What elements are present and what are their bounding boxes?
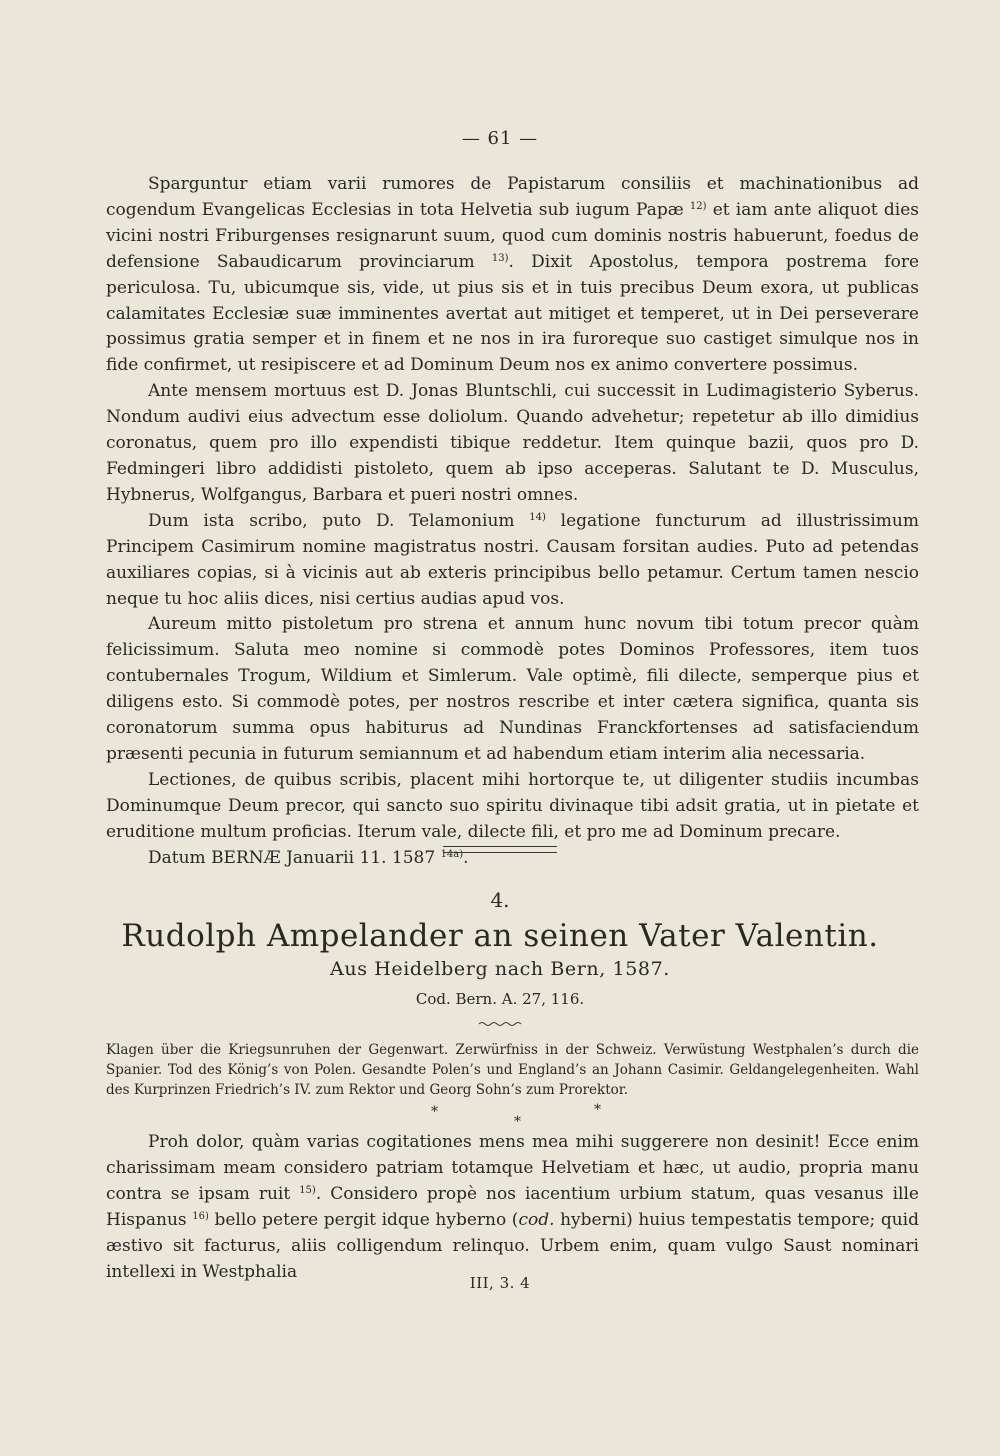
paragraph-text: bello petere pergit idque hyberno ( xyxy=(208,1209,519,1230)
footnote-marker: 14) xyxy=(529,511,546,523)
paragraph-bluntschli: Ante mensem mortuus est D. Jonas Bluntschli, cui successit in Ludimagisterio Syberus. Nondum audivi eius advectum esse doliolum. Quando advehetur; repetetur ab illo dimidius coronatus, quem pro illo expendisti tibique reddetur. Item quinque bazii, quos pro D. Fedmingeri libro addidisti pistoleto, quem ab ipso acceperas. Salutant te D. Musculus, Hybnerus, Wolfgangus, Barbara et pueri nostri omnes. xyxy=(106,381,919,505)
section-heading: Rudolph Ampelander an seinen Vater Valentin. xyxy=(121,918,879,954)
footnote-marker: 16) xyxy=(192,1210,209,1222)
paragraph-telamonius xyxy=(106,509,919,613)
paragraph-rumors xyxy=(106,172,919,379)
section-number: 4. xyxy=(490,888,510,912)
paragraph-aureum: Aureum mitto pistoletum pro strena et annum hunc novum tibi totum precor quàm felicissimum. Saluta meo nomine si commodè potes Dominos Professores, item tuos contubernales Trogum, Wildium et Simlerum. Vale optimè, fili dilecte, semperque pius et diligens esto. Si commodè potes, per nostros rescribe et inter cætera significa, quanta sis coronatorum summa opus habiturus ad Nundinas Franckfortenses ad satisfaciendum præsenti pecunia in futurum semiannum et ad habendum etiam interim alia necessaria. xyxy=(106,614,919,764)
new-letter-text xyxy=(106,1130,919,1285)
footnote-marker: 13) xyxy=(491,252,509,264)
paragraph-text: Proh dolor, quàm varias cogitationes mens mea mihi suggerere non desinit! Ecce enim charissimam meam considero patriam totamque Helvetiam et hæc, ut audio, propria manu contra se ipsam ruit xyxy=(106,1132,919,1204)
date-text: Datum BERNÆ Januarii 11. 1587 xyxy=(148,847,441,868)
printer-signature: III, 3. 4 xyxy=(469,1274,531,1292)
section-subheading: Aus Heidelberg nach Bern, 1587. xyxy=(330,958,670,980)
paragraph-text: hyberni) huius tempestatis tempore; quid æstivo sit facturus, aliis colligendum relinquo. Urbem enim, quam vulgo Saust nominari intellexi in Westphalia xyxy=(106,1209,920,1282)
footnote-marker: 12) xyxy=(689,200,707,212)
paragraph-proh-dolor xyxy=(106,1130,919,1285)
letter-continuation xyxy=(106,172,919,871)
paragraph-text: et iam ante aliquot dies vicini nostri Friburgenses resignarunt suum, quod cum dominis nostris habuerunt, foedus de defensione Sabaudicarum provinciarum xyxy=(106,199,919,272)
paragraph-text: Dum ista scribo, puto D. Telamonium xyxy=(148,510,530,531)
manuscript-source: Cod. Bern. A. 27, 116. xyxy=(415,990,585,1008)
paragraph-text: . Dixit Apostolus, tempora postrema fore periculosa. Tu, ubicumque sis, vide, ut pius sis et in tuis precibus Deum exora, ut publicas calamitates Ecclesiæ suæ imminentes avertat aut mitiget et temperet, ut in Dei perseverare possimus gratia semper et in finem et ne nos in ira furoreque suo castiget simulque nos in fide confirmet, ut resipiscere et ad Dominum Deum nos ex animo convertere possimus. xyxy=(106,251,920,376)
paragraph-text: legatione functurum ad illustrissimum Principem Casimirum nomine magistratus nostri. Causam forsitan audies. Puto ad petendas auxiliares copias, si à vicinis aut ab exteris principibus bello petamur. Certum tamen nescio neque tu hoc aliis dices, nisi certius audias apud vos. xyxy=(106,510,919,609)
letter-summary: Klagen über die Kriegsunruhen der Gegenwart. Zerwürfniss in der Schweiz. Verwüstung Westphalen’s durch die Spanier. Tod des König’s von Polen. Gesandte Polen’s und England’s an Johann Casimir. Geldangelegenheiten. Wahl des Kurprinzen Friedrich’s IV. zum Rektor und Georg Sohn’s zum Prorektor. xyxy=(106,1042,919,1098)
codex-abbreviation: cod. xyxy=(518,1209,555,1230)
footnote-marker: 15) xyxy=(299,1184,316,1196)
asterism xyxy=(0,1100,1000,1130)
asterisk-left: * xyxy=(431,1104,438,1120)
wavy-flourish-icon xyxy=(478,1020,524,1028)
asterisk-right: * xyxy=(594,1102,601,1118)
page-number: — 61 — xyxy=(461,128,539,149)
footnote-marker: 14a) xyxy=(440,848,464,860)
asterisk-middle: * xyxy=(514,1114,521,1130)
paragraph-text: Sparguntur etiam varii rumores de Papistarum consiliis et machinationibus ad cogendum Evangelicas Ecclesias in tota Helvetia sub iugum Papæ xyxy=(106,174,919,220)
paragraph-text: . Considero propè nos iacentium urbium statum, quas vesanus ille Hispanus xyxy=(106,1183,919,1230)
paragraph-lectiones: Lectiones, de quibus scribis, placent mihi hortorque te, ut diligenter studiis incumbas Dominumque Deum precor, qui sancto suo spiritu divinaque tibi adsit gratia, ut in pietate et eruditione multum proficias. Iterum vale, dilecte fili, et pro me ad Dominum precare. xyxy=(106,769,919,842)
section-divider xyxy=(443,846,557,853)
date-punctuation: . xyxy=(463,847,469,868)
